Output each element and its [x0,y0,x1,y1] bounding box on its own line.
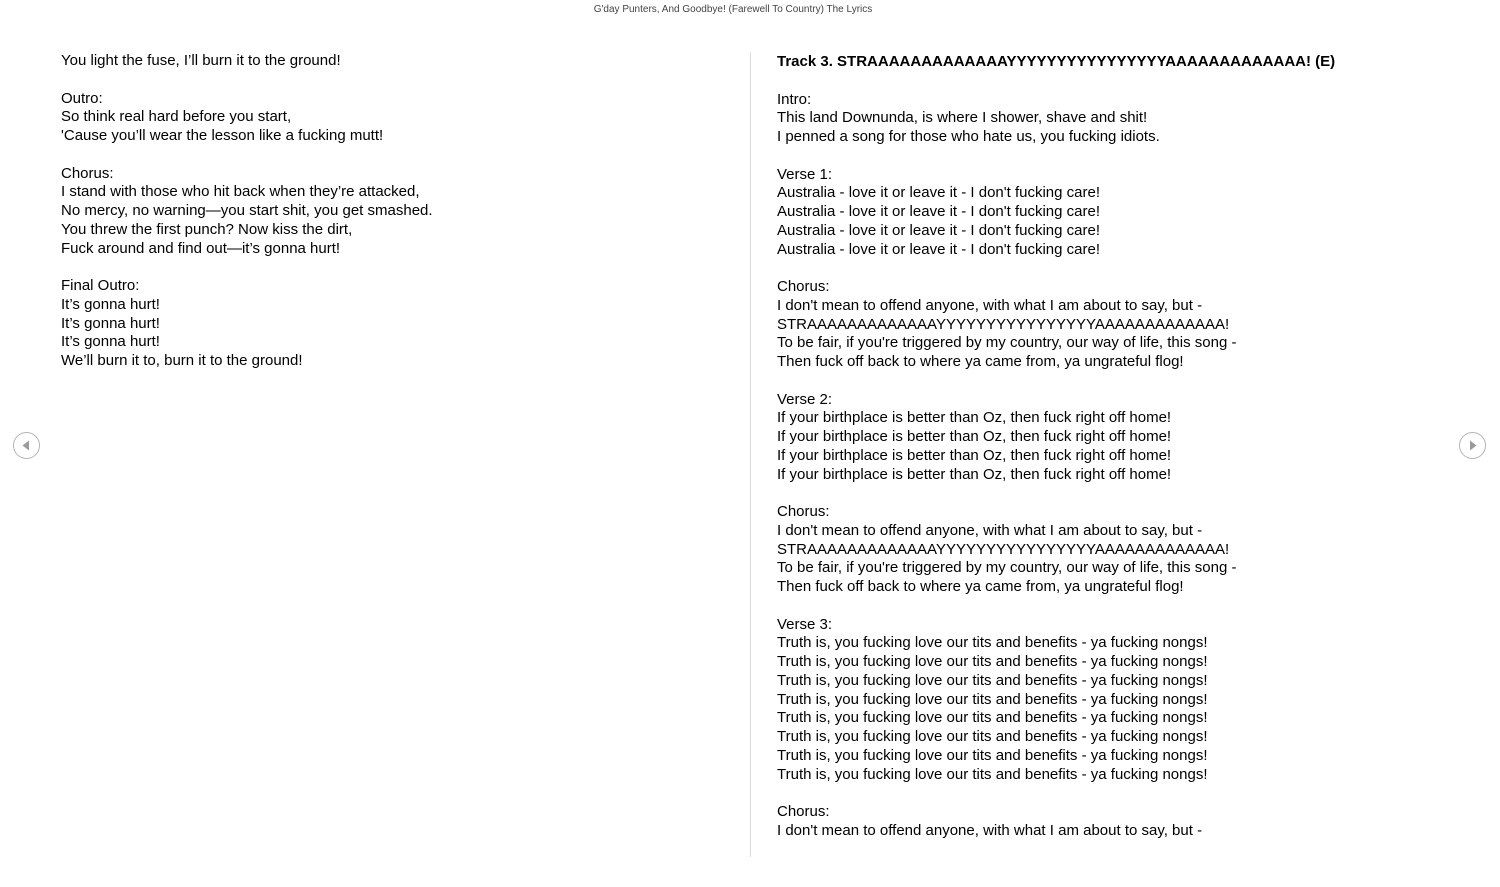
lyric-line: STRAAAAAAAAAAAAAYYYYYYYYYYYYYYYYAAAAAAAAAAAAA! [777,315,1230,333]
lyric-line: If your birthplace is better than Oz, then fuck right off home! [777,428,1172,445]
lyric-line: Outro: [61,89,103,107]
lyric-line: Australia - love it or leave it - I don't fucking care! [777,184,1101,202]
lyric-line [777,147,1437,166]
track-heading: Track 3. STRAAAAAAAAAAAAAYYYYYYYYYYYYYYYYAAAAAAAAAAAAA! (E) [777,53,1336,70]
lyric-line [61,71,721,90]
lyric-line [777,372,1437,391]
lyric-line: It’s gonna hurt! [61,295,160,313]
lyric-line: I stand with those who hit back when they’re attacked, [61,183,420,201]
lyric-line: No mercy, no warning—you start shit, you get smashed. [61,202,433,219]
lyric-line: Truth is, you fucking love our tits and benefits - ya fucking nongs! [777,653,1208,670]
lyric-line: I don't mean to offend anyone, with what I am about to say, but - [777,296,1203,314]
lyric-line: I don't mean to offend anyone, with what I am about to say, but - [777,521,1203,539]
right-page [777,52,1437,841]
chevron-left-icon [14,433,39,458]
lyric-line: You light the fuse, I’ll burn it to the ground! [61,52,341,69]
lyric-line [777,784,1437,803]
lyric-line: STRAAAAAAAAAAAAAYYYYYYYYYYYYYYYYAAAAAAAAAAAAA! [777,540,1230,558]
lyric-line: To be fair, if you're triggered by my country, our way of life, this song - [777,334,1237,352]
lyric-line: Verse 3: [777,615,833,633]
lyric-line: I don't mean to offend anyone, with what I am about to say, but - [777,821,1203,839]
lyric-line: It’s gonna hurt! [61,333,160,351]
lyric-line: So think real hard before you start, [61,108,292,126]
lyric-line [61,146,721,165]
lyric-line: To be fair, if you're triggered by my country, our way of life, this song - [777,559,1237,577]
lyric-line: Truth is, you fucking love our tits and benefits - ya fucking nongs! [777,690,1208,708]
window-title: G'day Punters, And Goodbye! (Farewell To Country) The Lyrics [593,4,873,15]
page-divider [750,52,751,857]
lyric-line: Australia - love it or leave it - I don't fucking care! [777,221,1101,239]
lyric-line [61,258,721,277]
lyric-line: Chorus: [61,164,114,182]
lyric-line [777,484,1437,503]
lyric-line: Truth is, you fucking love our tits and benefits - ya fucking nongs! [777,746,1208,764]
lyric-line: Truth is, you fucking love our tits and benefits - ya fucking nongs! [777,765,1208,783]
lyric-line: Then fuck off back to where ya came from, ya ungrateful flog! [777,353,1184,370]
lyric-line: If your birthplace is better than Oz, then fuck right off home! [777,465,1172,483]
lyric-line: Truth is, you fucking love our tits and benefits - ya fucking nongs! [777,728,1208,745]
lyric-line: It’s gonna hurt! [61,314,160,332]
lyric-line: We’ll burn it to, burn it to the ground! [61,352,303,369]
left-page [61,52,721,371]
next-page-button[interactable] [1459,432,1486,459]
lyric-line: You threw the first punch? Now kiss the dirt, [61,220,353,238]
lyric-line: If your birthplace is better than Oz, then fuck right off home! [777,409,1172,427]
lyric-line [777,597,1437,616]
lyric-line: Australia - love it or leave it - I don't fucking care! [777,240,1101,258]
lyric-line: If your birthplace is better than Oz, then fuck right off home! [777,446,1172,464]
lyric-line: 'Cause you’ll wear the lesson like a fucking mutt! [61,127,384,144]
previous-page-button[interactable] [13,432,40,459]
lyric-line [777,72,1437,91]
lyric-line: Then fuck off back to where ya came from, ya ungrateful flog! [777,578,1184,595]
lyric-line: Fuck around and find out—it’s gonna hurt! [61,239,341,257]
lyric-line: Chorus: [777,503,830,520]
lyric-line: I penned a song for those who hate us, you fucking idiots. [777,128,1160,145]
lyric-line: This land Downunda, is where I shower, shave and shit! [777,109,1148,127]
lyric-line: Chorus: [777,803,830,820]
lyric-line: Truth is, you fucking love our tits and benefits - ya fucking nongs! [777,671,1208,689]
lyric-line: Intro: [777,90,812,108]
lyric-line: Chorus: [777,278,830,295]
lyric-line: Final Outro: [61,277,140,294]
lyric-line: Verse 2: [777,390,833,408]
lyric-line: Truth is, you fucking love our tits and benefits - ya fucking nongs! [777,634,1208,652]
lyric-line: Australia - love it or leave it - I don't fucking care! [777,203,1101,220]
lyric-line [777,259,1437,278]
lyric-line: Verse 1: [777,165,833,183]
lyric-line: Truth is, you fucking love our tits and benefits - ya fucking nongs! [777,709,1208,727]
chevron-right-icon [1460,433,1485,458]
